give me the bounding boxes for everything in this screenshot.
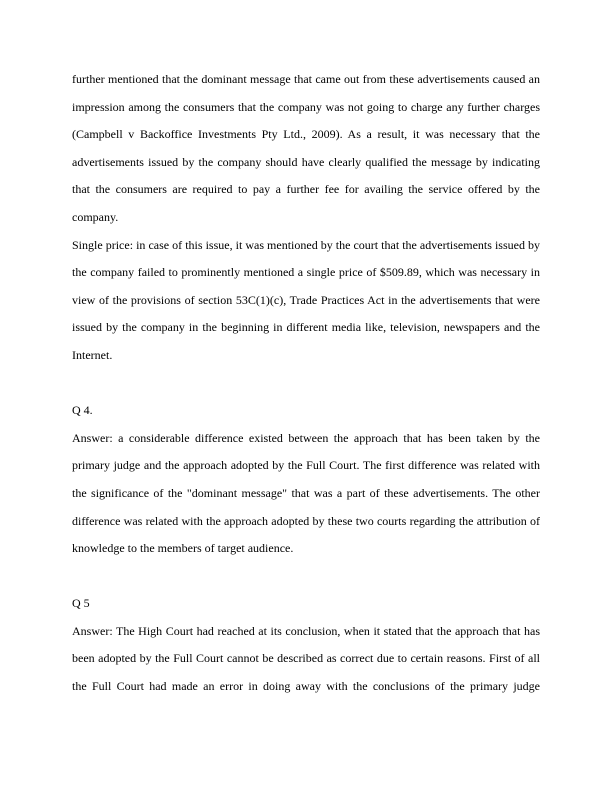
question-5-heading: Q 5 xyxy=(72,596,90,611)
paragraph-single-price: Single price: in case of this issue, it was mentioned by the court that the advertisements issued by the company failed to prominently mentioned a single price of $509.89, which was necessary in view of the provisions of section 53C(1)(c), Trade Practices Act in the advertisements that were issued by the company in the beginning in different media like, television, newspapers and the Internet. xyxy=(72,237,540,362)
blank-line xyxy=(72,563,540,591)
document-body xyxy=(72,66,540,701)
question-4-answer: Answer: a considerable difference existed between the approach that has been taken by the primary judge and the approach adopted by the Full Court. The first difference was related with the significance of the "dominant message" that was a part of these advertisements. The other difference was related with the approach adopted by these two courts regarding the attribution of knowledge to the members of target audience. xyxy=(72,430,540,556)
blank-line xyxy=(72,370,540,398)
question-4-heading: Q 4. xyxy=(72,403,93,418)
paragraph-dominant-message: further mentioned that the dominant message that came out from these advertisements caused an impression among the consumers that the company was not going to charge any further charges (Campbell v Backoffice Investments Pty Ltd., 2009). As a result, it was necessary that the advertisements issued by the company should have clearly qualified the message by indicating that the consumers are required to pay a further fee for availing the service offered by the company. xyxy=(72,72,540,224)
question-5-answer: Answer: The High Court had reached at its conclusion, when it stated that the approach that has been adopted by the Full Court cannot be described as correct due to certain reasons. First of all the Full Court had made an error in doing away with the conclusions of the primary judge xyxy=(72,623,540,694)
